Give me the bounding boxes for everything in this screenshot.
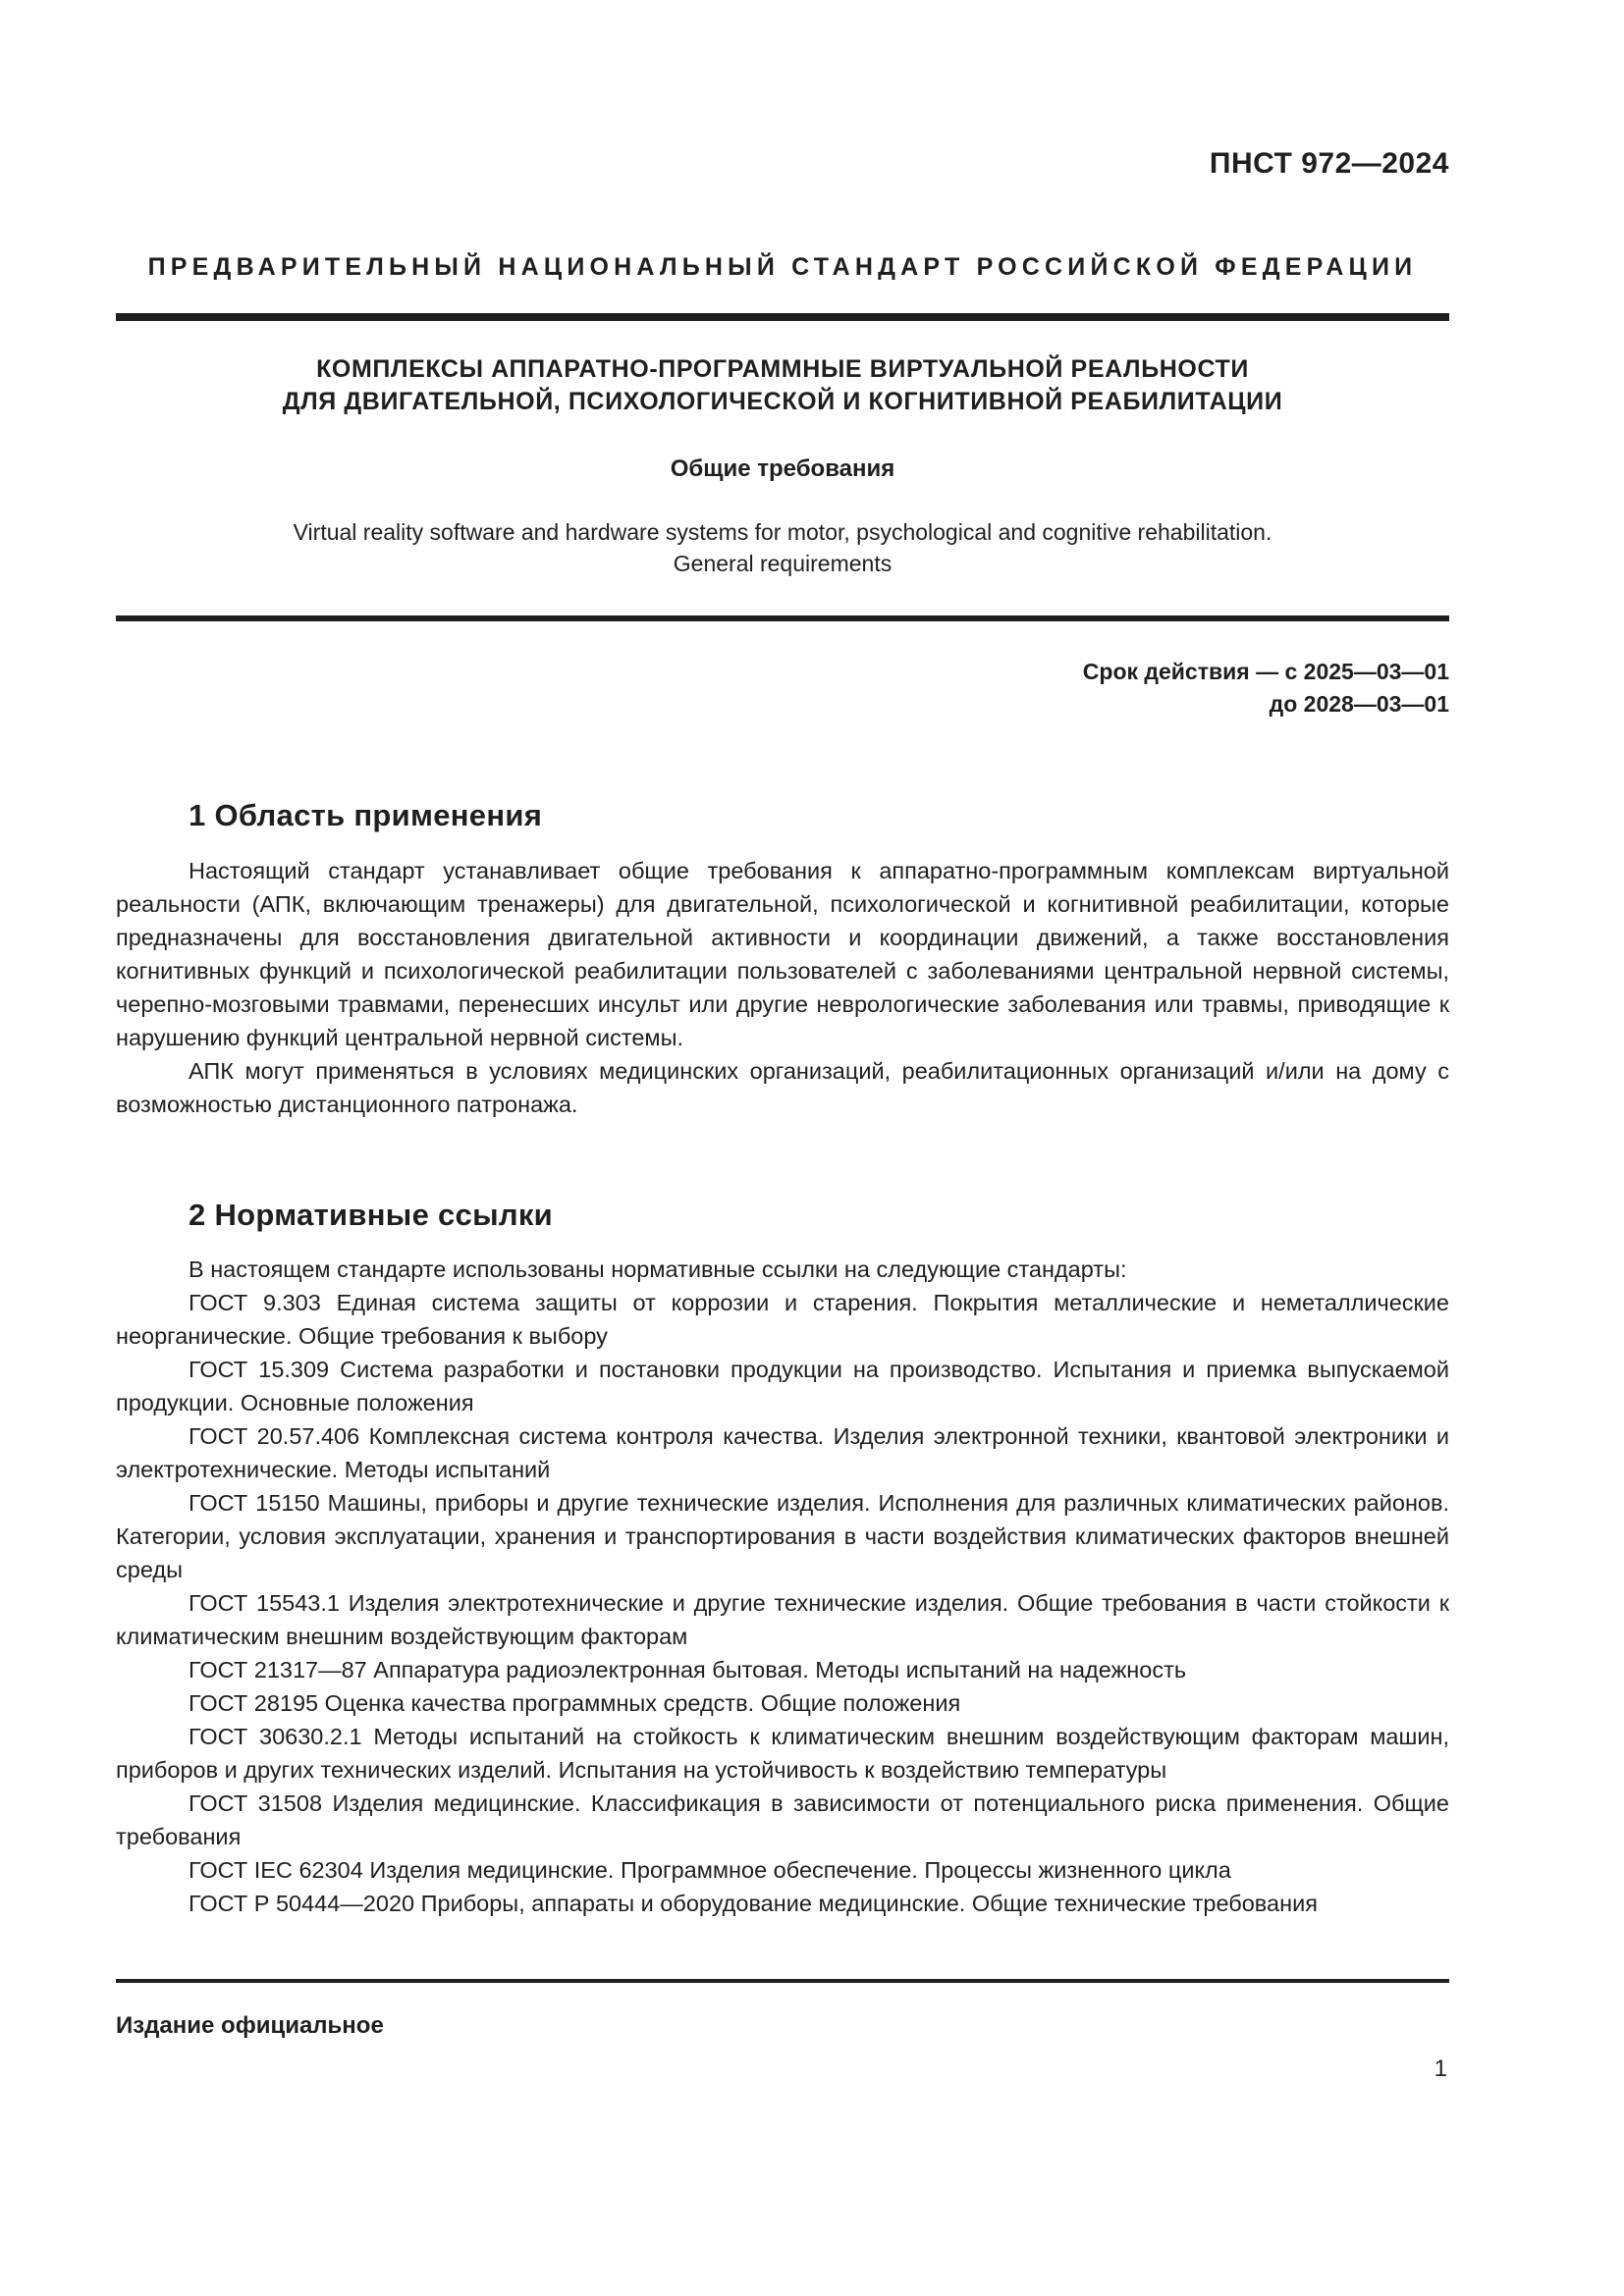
reference-item: ГОСТ 31508 Изделия медицинские. Классификация в зависимости от потенциального риска применения. Общие требования	[116, 1790, 1449, 1849]
document-number: ПНСТ 972—2024	[1209, 147, 1449, 180]
reference-item: ГОСТ 15150 Машины, приборы и другие технические изделия. Исполнения для различных климатических районов. Категории, условия эксплуатации, хранения и транспортирования в части воздействия климатических факторов внешней среды	[116, 1490, 1449, 1582]
title-ru-line-1: КОМПЛЕКСЫ АППАРАТНО-ПРОГРАММНЫЕ ВИРТУАЛЬНОЙ РЕАЛЬНОСТИ	[316, 355, 1249, 383]
reference-item: ГОСТ 28195 Оценка качества программных средств. Общие положения	[189, 1690, 961, 1716]
section-1-paragraph: Настоящий стандарт устанавливает общие требования к аппаратно-программным комплексам виртуальной реальности (АПК, включающим тренажеры) для двигательной, психологической и когнитивной реабилитации, которые предназначены для восстановления двигательной активности и координации движений, а также восстановления когнитивных функций и психологической реабилитации пользователей с заболеваниями центральной нервной системы, черепно-мозговыми травмами, перенесших инсульт или другие неврологические заболевания или травмы, приводящие к нарушению функций центральной нервной системы.	[116, 858, 1449, 1050]
document-title-ru	[116, 353, 1449, 418]
reference-item: ГОСТ 15543.1 Изделия электротехнические и другие технические изделия. Общие требования в части стойкости к климатическим внешним воздействующим факторам	[116, 1590, 1449, 1649]
section-1-body	[116, 854, 1449, 1121]
title-en-line-2: General requirements	[673, 551, 893, 576]
section-1-heading: 1 Область применения	[189, 798, 543, 832]
validity-period	[1083, 656, 1449, 721]
standard-type-heading: ПРЕДВАРИТЕЛЬНЫЙ НАЦИОНАЛЬНЫЙ СТАНДАРТ РОССИЙСКОЙ ФЕДЕРАЦИИ	[147, 253, 1418, 281]
section-2-heading: 2 Нормативные ссылки	[189, 1198, 554, 1232]
document-title-en	[116, 516, 1449, 579]
reference-item: ГОСТ 15.309 Система разработки и постановки продукции на производство. Испытания и приемка выпускаемой продукции. Основные положения	[116, 1357, 1449, 1415]
reference-item: ГОСТ 21317—87 Аппаратура радиоэлектронная бытовая. Методы испытаний на надежность	[189, 1657, 1187, 1682]
page-number: 1	[1434, 2056, 1447, 2082]
section-1-paragraph: АПК могут применяться в условиях медицинских организаций, реабилитационных организаций и/или на дому с возможностью дистанционного патронажа.	[116, 1058, 1449, 1117]
reference-item: ГОСТ 20.57.406 Комплексная система контроля качества. Изделия электронной техники, квантовой электроники и электротехнические. Методы испытаний	[116, 1423, 1449, 1482]
document-subtitle-ru: Общие требования	[670, 455, 895, 482]
validity-to: до 2028—03—01	[1269, 691, 1449, 717]
official-edition-label: Издание официальное	[116, 2012, 384, 2039]
reference-item: ГОСТ Р 50444—2020 Приборы, аппараты и оборудование медицинские. Общие технические требования	[189, 1891, 1318, 1916]
footer-divider	[116, 1979, 1449, 1983]
section-2-body	[116, 1253, 1449, 1920]
title-divider	[116, 615, 1449, 621]
header-divider	[116, 313, 1449, 321]
reference-item: ГОСТ IEC 62304 Изделия медицинские. Программное обеспечение. Процессы жизненного цикла	[189, 1857, 1231, 1883]
reference-item: ГОСТ 9.303 Единая система защиты от коррозии и старения. Покрытия металлические и неметаллические неорганические. Общие требования к выбору	[116, 1290, 1449, 1349]
references-intro: В настоящем стандарте использованы нормативные ссылки на следующие стандарты:	[189, 1256, 1127, 1282]
title-ru-line-2: ДЛЯ ДВИГАТЕЛЬНОЙ, ПСИХОЛОГИЧЕСКОЙ И КОГНИТИВНОЙ РЕАБИЛИТАЦИИ	[282, 388, 1283, 415]
title-en-line-1: Virtual reality software and hardware systems for motor, psychological and cognitive rehabilitation.	[293, 519, 1272, 545]
validity-from: Срок действия — с 2025—03—01	[1082, 659, 1449, 684]
reference-item: ГОСТ 30630.2.1 Методы испытаний на стойкость к климатическим внешним воздействующим факторам машин, приборов и других технических изделий. Испытания на устойчивость к воздействию температуры	[116, 1724, 1449, 1783]
